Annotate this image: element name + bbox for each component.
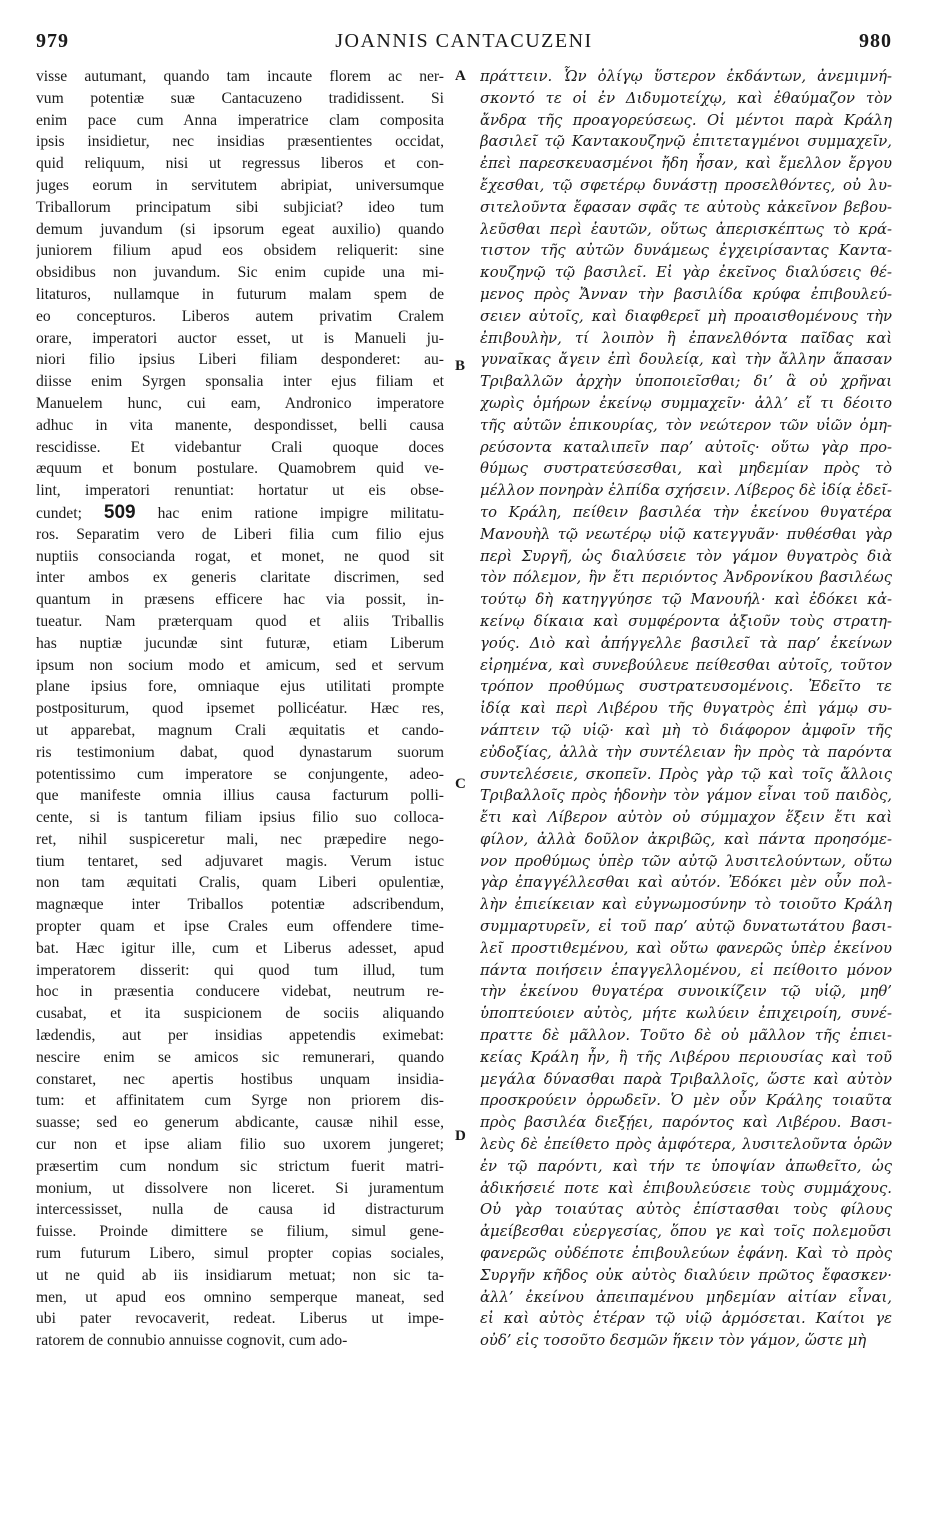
latin-text-line: vum potentiæ suæ Cantacuzeno tradidissent. Si bbox=[36, 89, 444, 107]
greek-text-line: λεὺς δὲ ἐπείθετο πρὸς ἀμφότερα, λυσιτελοῦντα ὁρῶν bbox=[480, 1136, 892, 1154]
latin-text-line: adhuc in vita manente, despondisset, belli causa bbox=[36, 416, 444, 434]
greek-text-line: κείας Κράλη ἦν, ἢ τῆς Λιβέρου περιουσίας καὶ τοῦ bbox=[480, 1048, 892, 1066]
greek-text-line: κείνῳ δίκαια καὶ συμφέροντα ἀξιοῦν τοὺς στρατη- bbox=[480, 612, 892, 630]
latin-text-line: hoc in præsentia conducere videbat, neutrum re- bbox=[36, 983, 444, 1001]
latin-text-line: nuptiis consocianda rogat, et monet, ne quod sit bbox=[36, 547, 444, 565]
greek-text-line: μενος πρὸς Ἄνναν τὴν βασιλίδα κρύφα ἐπιβουλεύ- bbox=[480, 285, 892, 303]
greek-text-line: φανερῶς οὐδέποτε ἐπιβουλεύων ἐφάνη. Καὶ τὸ πρὸς bbox=[480, 1245, 892, 1263]
greek-text-line: χωρὶς ὁμήρων ἐκείνῳ συμμαχεῖν· ἀλλ’ εἴ τι δέοιτο bbox=[480, 394, 892, 412]
latin-text-line: intercessisset, nulla de causa id distracturum bbox=[36, 1201, 444, 1219]
latin-text-line: constaret, nec apertis hostibus unquam insidia- bbox=[36, 1070, 444, 1088]
latin-text-line: cundet; 509 hac enim ratione impigre militatu- bbox=[36, 501, 444, 523]
greek-text-line: το Κράλη, πείθειν βασιλέα τὴν ἐκείνου θυγατέρα bbox=[480, 503, 892, 521]
latin-text-line: juges eorum in servitutem abripiat, universumque bbox=[36, 176, 444, 194]
page-number-left: 979 bbox=[36, 30, 69, 52]
latin-text-line: has nuptiæ jucundæ sint futuræ, etiam Liberum bbox=[36, 634, 444, 652]
greek-text-line: ἀδικήσειέ ποτε καὶ ἐπιβουλεύσειε τοὺς συμμάχους. bbox=[480, 1179, 892, 1197]
latin-text-line: æquum et bonum postulare. Quamobrem quid ve- bbox=[36, 460, 444, 478]
margin-letter-b: B bbox=[455, 358, 466, 374]
latin-text-line: diisse enim Syrgen sponsalia inter ejus filiam et bbox=[36, 373, 444, 391]
latin-text-line: fuisse. Proinde dimittere se filium, simul gene- bbox=[36, 1223, 444, 1241]
greek-text-line: γυναῖκας ἄγειν ἐπὶ δουλείᾳ, καὶ τὴν ἄλλην ἅπασαν bbox=[480, 351, 892, 369]
greek-text-line: πάντα ποιήσειν ἐπαγγελλομένου, εἰ πείθοιτο μόνον bbox=[480, 961, 892, 979]
greek-text-line: νάπτειν τῷ υἱῷ· καὶ μὴ τὸ διάφορον ἀμφοῖν τῆς bbox=[480, 721, 892, 739]
latin-text-line: cur non et ipse aliam filio suo uxorem jungeret; bbox=[36, 1136, 444, 1154]
greek-text-line: φίλον, ἀλλὰ δοῦλον ἀκριβῶς, καὶ πάντα προησόμε- bbox=[480, 830, 892, 848]
greek-text-line: σειεν αὐτοῖς, καὶ διαφθερεῖ μὴ προαισθομένους τὴν bbox=[480, 307, 892, 325]
latin-text-line: juniorem filium apud eos obsidem reliquerit: sine bbox=[36, 242, 444, 260]
latin-text-line: ut ne quid ab iis insidiarum metuat; non sic ta- bbox=[36, 1266, 444, 1284]
greek-text-line: γὰρ ἐπαγγέλλεσθαι καὶ αὐτόν. Ἐδόκει μὲν οὖν πολ- bbox=[480, 874, 892, 892]
greek-text-line: ἐν τῷ παρόντι, καὶ τήν τε ὑποψίαν ἀπωθεῖτο, ὡς bbox=[480, 1157, 892, 1175]
latin-text-line: quantum in præsens efficere hac via possit, in- bbox=[36, 591, 444, 609]
latin-text-line: obsidibus non juvandum. Sic enim cupide una mi- bbox=[36, 264, 444, 282]
greek-text-line: περὶ Συργῆ, ὡς διαλύσειε τὸν γάμον θυγατρὸς διὰ bbox=[480, 547, 892, 565]
greek-text-line: οὐδ’ εἰς τοσοῦτο δεσμῶν ἥκειν τὸν γάμον, ὥστε μὴ bbox=[480, 1332, 867, 1350]
latin-text-line: demum juvandum (si ipsorum egeat auxilio) quando bbox=[36, 220, 444, 238]
latin-text-line: lint, imperatori renuntiat: hortatur ut eis obse- bbox=[36, 482, 444, 500]
greek-text-line: λὴν ἐπιείκειαν καὶ εὐγνωμοσύνην τὸ τοιοῦτο Κράλη bbox=[480, 896, 892, 914]
running-title: JOANNIS CANTACUZENI bbox=[335, 30, 593, 52]
latin-text-line: enim pace cum Anna imperatrice clam composita bbox=[36, 111, 444, 129]
greek-text-line: εἰρημένα, καὶ συνεβούλευε πείθεσθαι αὐτοῖς, τοῦτον bbox=[480, 656, 892, 674]
latin-text-line: suasse; sed eo generum abdicante, causæ nihil esse, bbox=[36, 1114, 444, 1132]
greek-text-line: πραττε δὲ μᾶλλον. Τοῦτο δὲ οὐ μᾶλλον τῆς ἐπιει- bbox=[480, 1027, 892, 1045]
greek-text-line: ἰδίᾳ καὶ περὶ Λιβέρου τῆς θυγατρὸς ἐπὶ γάμῳ συ- bbox=[480, 700, 892, 718]
greek-text-line: τιστον τῆς αὐτῶν δυνάμεως ἐγχειρίσαντας Καντα- bbox=[480, 242, 892, 260]
latin-text-line: tum: et affinitatem cum Syrge non priorem dis- bbox=[36, 1092, 444, 1110]
greek-text-line: τρόπον προθύμως συστρατευσομένοις. Ἐδεῖτο τε bbox=[480, 678, 892, 696]
latin-text-line: rescidisse. Et videbantur Crali quoque doces bbox=[36, 438, 444, 456]
latin-text-line: ratorem de connubio annuisse cognovit, cum ado- bbox=[36, 1332, 348, 1350]
greek-text-line: συμμαρτυρεῖν, εἰ τοῦ παρ’ αὐτῷ δυνατωτάτου βασι- bbox=[480, 918, 892, 936]
margin-letter-a: A bbox=[455, 68, 466, 84]
greek-text-line: θύμως συστρατεύσεσθαι, καὶ μηδεμίαν πρὸς τὸ bbox=[480, 460, 892, 478]
greek-text-line: λεῦσθαι περὶ ἑαυτῶν, οὕτως ἀπερισκέπτως τὸ κρά- bbox=[480, 220, 892, 238]
greek-text-line: ὑποπτεύοιεν αὐτὸς, μήτε κωλύειν ἐπιχειροίη, συνέ- bbox=[480, 1005, 892, 1023]
latin-text-line: visse autumant, quando tam incaute florem ac ner- bbox=[36, 68, 444, 85]
latin-text-line: præsertim cum nondum sic strictum fuerit matri- bbox=[36, 1157, 444, 1175]
greek-text-line: πράττειν. Ὧν ὀλίγῳ ὕστερον ἐκδάντων, ἀνεμιμνή- bbox=[480, 68, 892, 85]
greek-text-line: εἰ καὶ αὐτὸς ἑτέραν τῷ υἱῷ ἁρμόσεται. Καίτοι γε bbox=[480, 1310, 892, 1328]
greek-text-line: λεῖ προστιθεμένου, καὶ οὕτω φανερῶς ὑπὲρ ἐκείνου bbox=[480, 939, 892, 957]
greek-text-line: μεγάλα δύνασθαι παρὰ Τριβαλλοῖς, ὥστε καὶ αὐτὸν bbox=[480, 1070, 892, 1088]
latin-text-line: plane ipsius fore, omniaque ejus utilitati prompte bbox=[36, 678, 444, 696]
latin-text-line: ipsis insidietur, nec insidias præsentientes occidat, bbox=[36, 133, 444, 151]
greek-text-line: σκοντό τε οἱ ἐν Διδυμοτείχῳ, καὶ ἐθαύμαζον τὸν bbox=[480, 89, 892, 107]
greek-text-line: κουζηνῷ τῷ βασιλεῖ. Εἰ γὰρ ἐκεῖνος διαλύσεις θέ- bbox=[480, 264, 892, 282]
greek-text-line: βασιλεῖ τῷ Καντακουζηνῷ ἐπιτεταγμένοι συμμαχεῖν, bbox=[480, 133, 892, 151]
latin-text-line: propter quam et ipse Crales eum offendere time- bbox=[36, 918, 444, 936]
greek-text-line: προσκρούειν ὀρρωδεῖν. Ὁ μὲν οὖν Κράλης τοιαῦτα bbox=[480, 1092, 892, 1110]
greek-text-line: Μανουὴλ τῷ νεωτέρῳ υἱῷ κατεγγυᾶν· πυθέσθαι γὰρ bbox=[480, 525, 892, 543]
latin-text-line: litaturos, nullamque in futurum malam spem de bbox=[36, 285, 444, 303]
latin-text-line: niori filio ipsius Liberi filiam desponderet: au- bbox=[36, 351, 444, 369]
latin-text-line: bat. Hæc igitur ille, cum et Liberus adesset, apud bbox=[36, 939, 444, 957]
greek-text-line: ἀμείβεσθαι εὐεργεσίας, ὅπου γε καὶ τοῖς πολεμοῦσι bbox=[480, 1223, 892, 1241]
latin-text-line: quid reliquum, nisi ut regressus liberos et con- bbox=[36, 155, 444, 173]
latin-text-line: magnæque inter Triballos potentiæ adscribendum, bbox=[36, 896, 444, 914]
running-header bbox=[36, 30, 892, 60]
latin-text-line: cente, si is tantum filiam ipsius filio suo colloca- bbox=[36, 809, 444, 827]
greek-text-line: ἐπεὶ παρεσκευασμένοι ἤδη ἦσαν, καὶ ἔμελλον ἔργου bbox=[480, 155, 892, 173]
greek-text-line: ἀλλ’ ἐκείνου ἀπειπαμένου μηδεμίαν αἰτίαν εἶναι, bbox=[480, 1288, 892, 1306]
latin-text-line: ris testimonium dabat, quod dynastarum suorum bbox=[36, 743, 444, 761]
latin-text-line: postpositurum, quod ipsemet pollicéatur. Hæc res, bbox=[36, 700, 444, 718]
latin-text-line: imperatorem disserit: qui quod tum illud, tum bbox=[36, 961, 444, 979]
greek-text-line: ρεύσοντα καταλιπεῖν παρ’ αὐτοῖς· οὕτω γὰρ προ- bbox=[480, 438, 892, 456]
latin-text-line: tueatur. Nam præterquam quod et aliis Triballis bbox=[36, 612, 444, 630]
greek-text-line: τούτῳ δὴ κατηγγύησε τῷ Μανουήλ· καὶ ἐδόκει κἀ- bbox=[480, 591, 892, 609]
greek-text-line: νον προθύμως ὑπὲρ τῶν αὐτῷ λυσιτελούντων, οὕτω bbox=[480, 852, 892, 870]
greek-text-line: Οὐ γὰρ τοιαύτας αὐτὸς ἐπίστασθαι τοὺς φίλους bbox=[480, 1201, 892, 1219]
latin-text-line: ret, nihil suspiceretur mali, nec præpedire nego- bbox=[36, 830, 444, 848]
greek-text-line: τὸν πόλεμον, ἣν ἔτι περιόντος Ἀνδρονίκου βασιλέως bbox=[480, 569, 892, 587]
latin-text-line: tium tentaret, sed adjuvaret magis. Verum istuc bbox=[36, 852, 444, 870]
greek-text-line: γούς. Διὸ καὶ ἀπήγγελλε βασιλεῖ τὰ παρ’ ἐκείνων bbox=[480, 634, 892, 652]
latin-text-line: ros. Separatim vero de Liberi filia cum filio ejus bbox=[36, 525, 444, 543]
latin-text-line: ut apparebat, magnum Crali æquitatis et cando- bbox=[36, 721, 444, 739]
latin-text-line: orare, imperatori auctor esset, ut is Manueli ju- bbox=[36, 329, 444, 347]
greek-text-line: τῆς αὐτῶν ἐπικουρίας, τὸν νεώτερον τῶν υἱῶν ὁμη- bbox=[480, 416, 892, 434]
latin-text-line: nescire enim se amicos sic remunerari, quando bbox=[36, 1048, 444, 1066]
greek-text-line: Συργῆν κῆδος οὐκ αὐτὸς διαλύειν πρῶτος ἔφασκεν· bbox=[480, 1266, 892, 1284]
latin-text-line: eo concepturos. Liberos autem privatim Cralem bbox=[36, 307, 444, 325]
greek-text-line: σιτελοῦντα ἔφασαν σφᾶς τε αὐτοὺς κἀκεῖνον βεβου- bbox=[480, 198, 892, 216]
greek-text-line: ἐπιβουλὴν, τί λοιπὸν ἢ ἐπανελθόντα παῖδας καὶ bbox=[480, 329, 892, 347]
latin-text-line: cusabat, et ita suspicionem de sociis aliquando bbox=[36, 1005, 444, 1023]
greek-text-line: μέλλον πονηρὰν ἐλπίδα σχήσειν. Λίβερος δὲ ἰδίᾳ ἐδεῖ- bbox=[480, 482, 892, 500]
latin-text-line: ubi pater revocaverit, redeat. Liberus ut impe- bbox=[36, 1310, 444, 1328]
greek-text-line: πρὸς βασιλέα διεξῄει, παρόντος καὶ Λιβέρου. Βασι- bbox=[480, 1114, 892, 1132]
marginal-page-number: 509 bbox=[103, 501, 136, 523]
latin-text-line: ipsum non socium modo et amicum, sed et servum bbox=[36, 656, 444, 674]
latin-text-line: men, ut apud eos omnino semperque maneat, sed bbox=[36, 1288, 444, 1306]
latin-text-line: inter ambos ex generis claritate discrimen, sed bbox=[36, 569, 444, 587]
margin-letter-c: C bbox=[455, 776, 466, 792]
greek-text-line: ἄνδρα τῆς προαγορεύσεως. Οἱ μέντοι παρὰ Κράλη bbox=[480, 111, 892, 129]
latin-text-line: Triballorum principatum sibi subjiciat? ideo tum bbox=[36, 198, 444, 216]
greek-text-line: Τριβαλλῶν ἀρχὴν ὑποποιεῖσθαι; δι’ ἃ οὐ χρῆναι bbox=[480, 373, 892, 391]
greek-column bbox=[480, 66, 892, 1352]
latin-text-line: potentissimo cum imperatore se conjungente, adeo- bbox=[36, 765, 444, 783]
latin-text-line: lædendis, aut per insidias appetendis eximebat: bbox=[36, 1027, 444, 1045]
page-number-right: 980 bbox=[859, 30, 892, 52]
latin-text-line: rum futurum Libero, simul propter copias sociales, bbox=[36, 1245, 444, 1263]
greek-text-line: εὐδοξίας, ἀλλὰ τὴν συντέλειαν ἣν πρὸς τὰ παρόντα bbox=[480, 743, 892, 761]
margin-letter-d: D bbox=[455, 1128, 466, 1144]
latin-text-line: non tam æquitati Cralis, quam Liberi opulentiæ, bbox=[36, 874, 444, 892]
latin-column bbox=[36, 66, 444, 1352]
greek-text-line: συντελέσειε, σκοπεῖν. Πρὸς γὰρ τῷ καὶ τοῖς ἄλλοις bbox=[480, 765, 892, 783]
greek-text-line: τὴν ἐκείνου θυγατέρα συνοικίζειν τῷ υἱῷ, μηθ’ bbox=[480, 983, 892, 1001]
latin-text-line: que manifeste omnia illius causa facturum polli- bbox=[36, 787, 444, 805]
greek-text-line: ἔτι καὶ Λίβερον αὐτὸν οὐ σύμμαχον ἕξειν ἔτι καὶ bbox=[480, 809, 892, 827]
greek-text-line: Τριβαλλοῖς πρὸς ἡδονὴν τὸν γάμον εἶναι τοῦ παιδὸς, bbox=[480, 787, 892, 805]
latin-text-line: monium, ut dissolvere non liceret. Si juramentum bbox=[36, 1179, 444, 1197]
greek-text-line: ἔχεσθαι, τῷ σφετέρῳ δυνάστῃ προσελθόντες, οὐ λυ- bbox=[480, 176, 892, 194]
latin-text-line: Manuelem hunc, cui eam, Andronico imperatore bbox=[36, 394, 444, 412]
